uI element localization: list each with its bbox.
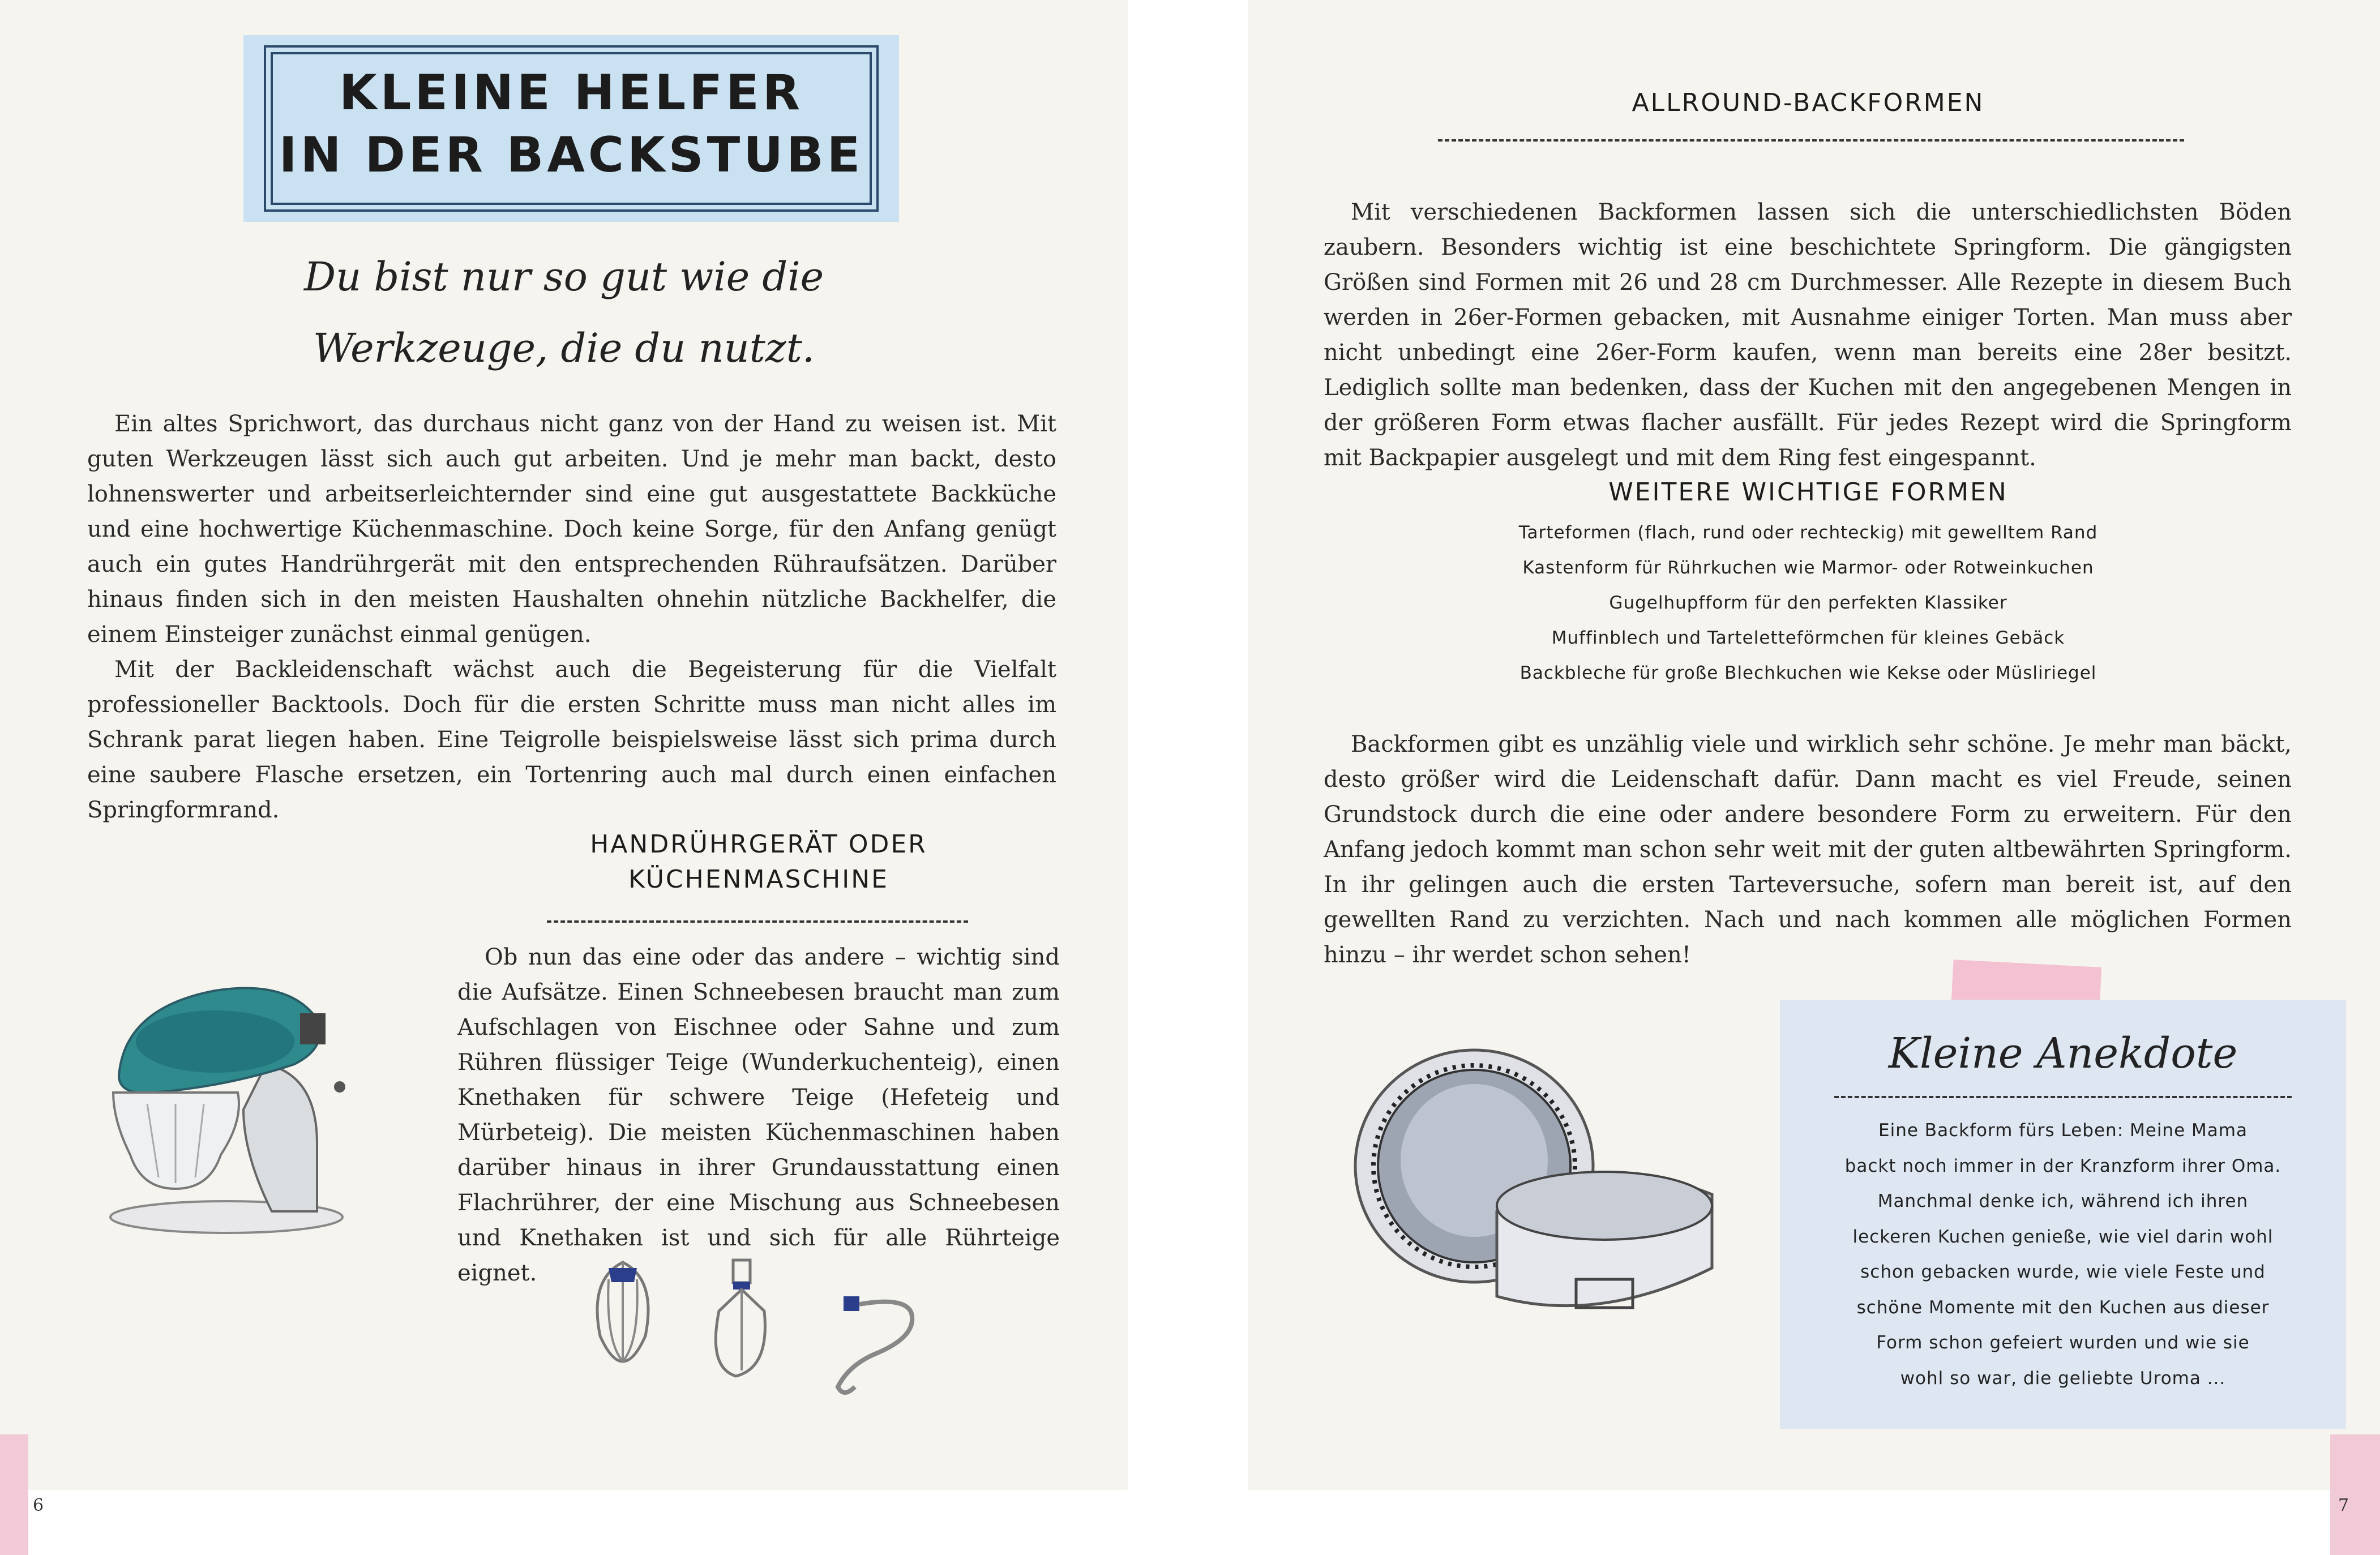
section-text: [457, 940, 1060, 1291]
anecdote-line: schon gebacken wurde, wie viele Feste und: [1860, 1262, 2266, 1282]
stand-mixer-icon: [102, 951, 374, 1257]
heading-weitere-formen: WEITERE WICHTIGE FORMEN: [1608, 478, 2008, 507]
script-quote-line-2: Werkzeuge, die du nutzt.: [313, 325, 815, 371]
flat-beater-icon: [702, 1254, 781, 1385]
anecdote-divider: [1834, 1096, 2292, 1098]
anecdote-line: Eine Backform fürs Leben: Meine Mama: [1878, 1120, 2248, 1141]
anecdote-title: Kleine Anekdote: [1888, 1029, 2238, 1078]
dough-hook-icon: [827, 1291, 923, 1404]
list-item: Muffinblech und Tarteletteförmchen für kleines Gebäck: [1551, 628, 2065, 648]
list-item: Kastenform für Rührkuchen wie Marmor- oder Rotweinkuchen: [1522, 558, 2094, 578]
paragraph-2: Backformen gibt es unzählig viele und wirklich sehr schöne. Je mehr man bäckt, desto größer wird die Leidenschaft dafür. Dann macht es viel Freude, seinen Grundstock durch die eine oder andere besondere Form zu erweitern. Für den Anfang jedoch kommt man schon sehr weit mit der guten altbewährten Springform. In ihr gelingen auch die ersten Tarteversuche, sofern man bereit ist, auf den gewellten Rand zu verzichten. Nach und nach kommen alle möglichen Formen hinzu – ihr werdet schon sehen!: [1324, 731, 2292, 968]
anecdote-line: Form schon gefeiert wurden und wie sie: [1876, 1333, 2250, 1353]
list-item: Gugelhupfform für den perfekten Klassiker: [1609, 593, 2007, 613]
paragraph-1: Mit verschiedenen Backformen lassen sich die unterschiedlichsten Böden zaubern. Besonders wichtig ist eine beschichtete Springform. Die gängigsten Größen sind Formen mit 26 und 28 cm Durchmesser. Alle Rezepte in diesem Buch werden in 26er-Formen gebacken, mit Ausnahme einiger Torten. Man muss aber nicht unbedingt eine 26er-Form kaufen, wenn man bereits eine 28er besitzt. Lediglich sollte man bedenken, dass der Kuchen mit den angegebenen Mengen in der größeren Form etwas flacher ausfällt. Für jedes Rezept wird die Springform mit Backpapier ausgelegt und mit dem Ring fest eingespannt.: [1324, 199, 2292, 471]
page-number-6: 6: [33, 1496, 44, 1515]
anecdote-box: [1780, 1000, 2346, 1429]
heading-divider: [1438, 139, 2184, 142]
page-title-line-1: KLEINE HELFER: [339, 65, 804, 121]
left-page: [0, 0, 1128, 1490]
page-tab-left: [0, 1434, 28, 1490]
forms-list: [1412, 515, 2205, 691]
intro-paragraph: Mit der Backleidenschaft wächst auch die Begeisterung für die Vielfalt professioneller Backtools. Doch für die ersten Schritte muss man nicht alles im Schrank parat liegen haben. Eine Teigrolle beispielsweise lässt sich prima durch eine saubere Flasche ersetzen, ein Tortenring auch mal durch einen einfachen Springformrand.: [87, 657, 1056, 823]
list-item: Backbleche für große Blechkuchen wie Kekse oder Müsliriegel: [1519, 663, 2097, 683]
anecdote-line: wohl so war, die geliebte Uroma ...: [1900, 1368, 2226, 1389]
intro-paragraph: Ein altes Sprichwort, das durchaus nicht ganz von der Hand zu weisen ist. Mit guten Werkzeugen lässt sich auch gut arbeiten. Und je mehr man backt, desto lohnenswerter und arbeitserleichternder sind eine gut ausgestattete Backküche und eine hochwertige Küchenmaschine. Doch keine Sorge, für den Anfang genügt auch ein gutes Handrührgerät mit den entsprechenden Rühraufsätzen. Darüber hinaus finden sich in den meisten Haushalten ohnehin nützliche Backhelfer, die einem Einsteiger zunächst einmal genügen.: [87, 411, 1056, 648]
list-item: Tarteformen (flach, rund oder rechteckig) mit gewelltem Rand: [1518, 522, 2098, 543]
script-quote-line-1: Du bist nur so gut wie die: [303, 254, 824, 300]
section-heading-line-1: HANDRÜHRGERÄT ODER: [590, 830, 927, 859]
page-tab-right: [2330, 1434, 2380, 1490]
page-number-7: 7: [2338, 1496, 2349, 1515]
springform-pan-icon: [1486, 1160, 1723, 1370]
anecdote-line: leckeren Kuchen genieße, wie viel darin wohl: [1852, 1226, 2274, 1247]
section-divider: [547, 920, 968, 923]
paragraph-backformen: [1324, 727, 2292, 973]
heading-allround-backformen: ALLROUND-BACKFORMEN: [1632, 88, 1985, 117]
page-tab-left-bottom: [0, 1490, 28, 1555]
anecdote-line: schöne Momente mit den Kuchen aus dieser: [1856, 1297, 2270, 1318]
title-box: [243, 35, 899, 222]
right-page: [1248, 0, 2380, 1490]
section-paragraph: Ob nun das eine oder das andere – wichtig sind die Aufsätze. Einen Schneebesen braucht man zum Aufschlagen von Eischnee oder Sahne und zum Rühren flüssiger Teige (Wunderkuchenteig), einen Knethaken für schwere Teige (Hefeteig und Mürbeteig). Die meisten Küchenmaschinen haben darüber hinaus in ihrer Grundausstattung einen Flachrührer, der eine Mischung aus Schneebesen und Knethaken ist und sich für alle Rührteige eignet.: [457, 944, 1060, 1286]
anecdote-line: Manchmal denke ich, während ich ihren: [1877, 1191, 2249, 1211]
page-title-line-2: IN DER BACKSTUBE: [279, 127, 864, 183]
paragraph-allround: [1324, 195, 2292, 476]
intro-text: [87, 406, 1056, 828]
anecdote-line: backt noch immer in der Kranzform ihrer Oma.: [1844, 1155, 2281, 1176]
whisk-attachment-icon: [583, 1257, 662, 1370]
section-heading-line-2: KÜCHENMASCHINE: [628, 865, 889, 894]
anecdote-text: [1803, 1113, 2323, 1396]
